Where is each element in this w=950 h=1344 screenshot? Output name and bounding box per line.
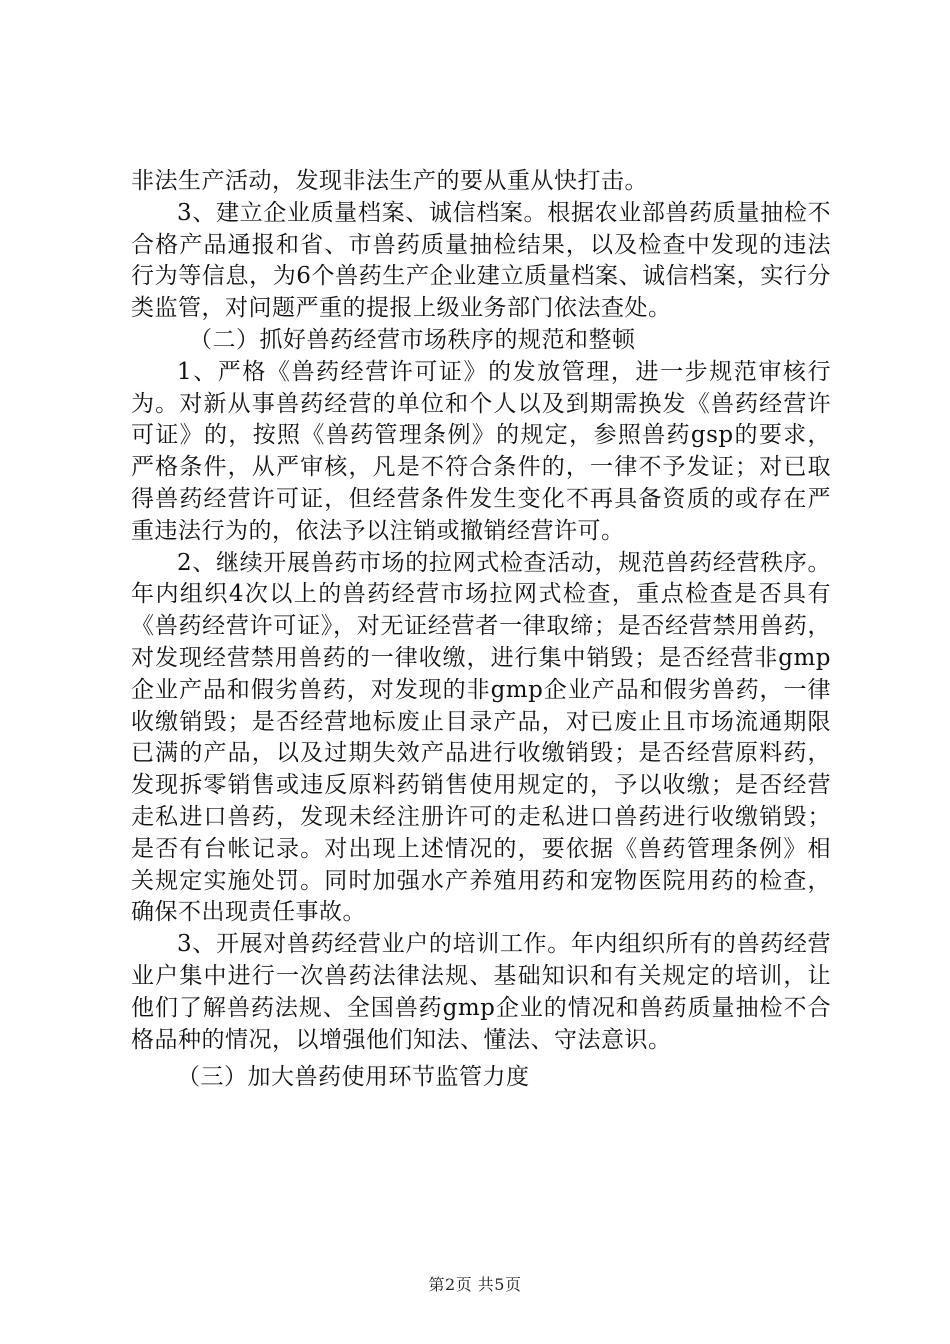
paragraph-market-inspection: 2、继续开展兽药市场的拉网式检查活动，规范兽药经营秩序。年内组织4次以上的兽药经营市场拉网式检查，重点检查是否具有《兽药经营许可证》，对无证经营者一律取缔；是否经营禁用兽药，对发现经营禁用兽药的一律收缴，进行集中销毁；是否经营非gmp企业产品和假劣兽药，对发现的非gmp企业产品和假劣兽药，一律收缴销毁；是否经营地标废止目录产品，对已废止且市场流通期限已满的产品，以及过期失效产品进行收缴销毁；是否经营原料药，发现拆零销售或违反原料药销售使用规定的，予以收缴；是否经营走私进口兽药，发现未经注册许可的走私进口兽药进行收缴销毁；是否有台帐记录。对出现上述情况的，要依据《兽药管理条例》相关规定实施处罚。同时加强水产养殖用药和宠物医院用药的检查，确保不出现责任事故。 [131,549,831,926]
paragraph-continuation: 非法生产活动，发现非法生产的要从重从快打击。 [131,168,648,194]
section-heading-2: （二）抓好兽药经营市场秩序的规范和整顿 [189,326,636,353]
section-heading-3: （三）加大兽药使用环节监管力度 [177,1064,530,1091]
paragraph-license-management: 1、严格《兽药经营许可证》的发放管理，进一步规范审核行为。对新从事兽药经营的单位和个人以及到期需换发《兽药经营许可证》的，按照《兽药管理条例》的规定，参照兽药gsp的要求，严格条件，从严审核，凡是不符合条件的，一律不予发证；对已取得兽药经营许可证，但经营条件发生变化不再具备资质的或存在严重违法行为的，依法予以注销或撤销经营许可。 [131,358,831,544]
paragraph-training: 3、开展对兽药经营业户的培训工作。年内组织所有的兽药经营业户集中进行一次兽药法律法规、基础知识和有关规定的培训，让他们了解兽药法规、全国兽药gmp企业的情况和兽药质量抽检不合格品种的情况，以增强他们知法、懂法、守法意识。 [131,931,831,1053]
document-body [131,166,831,1094]
paragraph-quality-archive: 3、建立企业质量档案、诚信档案。根据农业部兽药质量抽检不合格产品通报和省、市兽药质量抽检结果，以及检查中发现的违法行为等信息，为6个兽药生产企业建立质量档案、诚信档案，实行分类监管，对问题严重的提报上级业务部门依法查处。 [131,199,831,322]
page-number-footer: 第2页 共5页 [428,1275,522,1294]
